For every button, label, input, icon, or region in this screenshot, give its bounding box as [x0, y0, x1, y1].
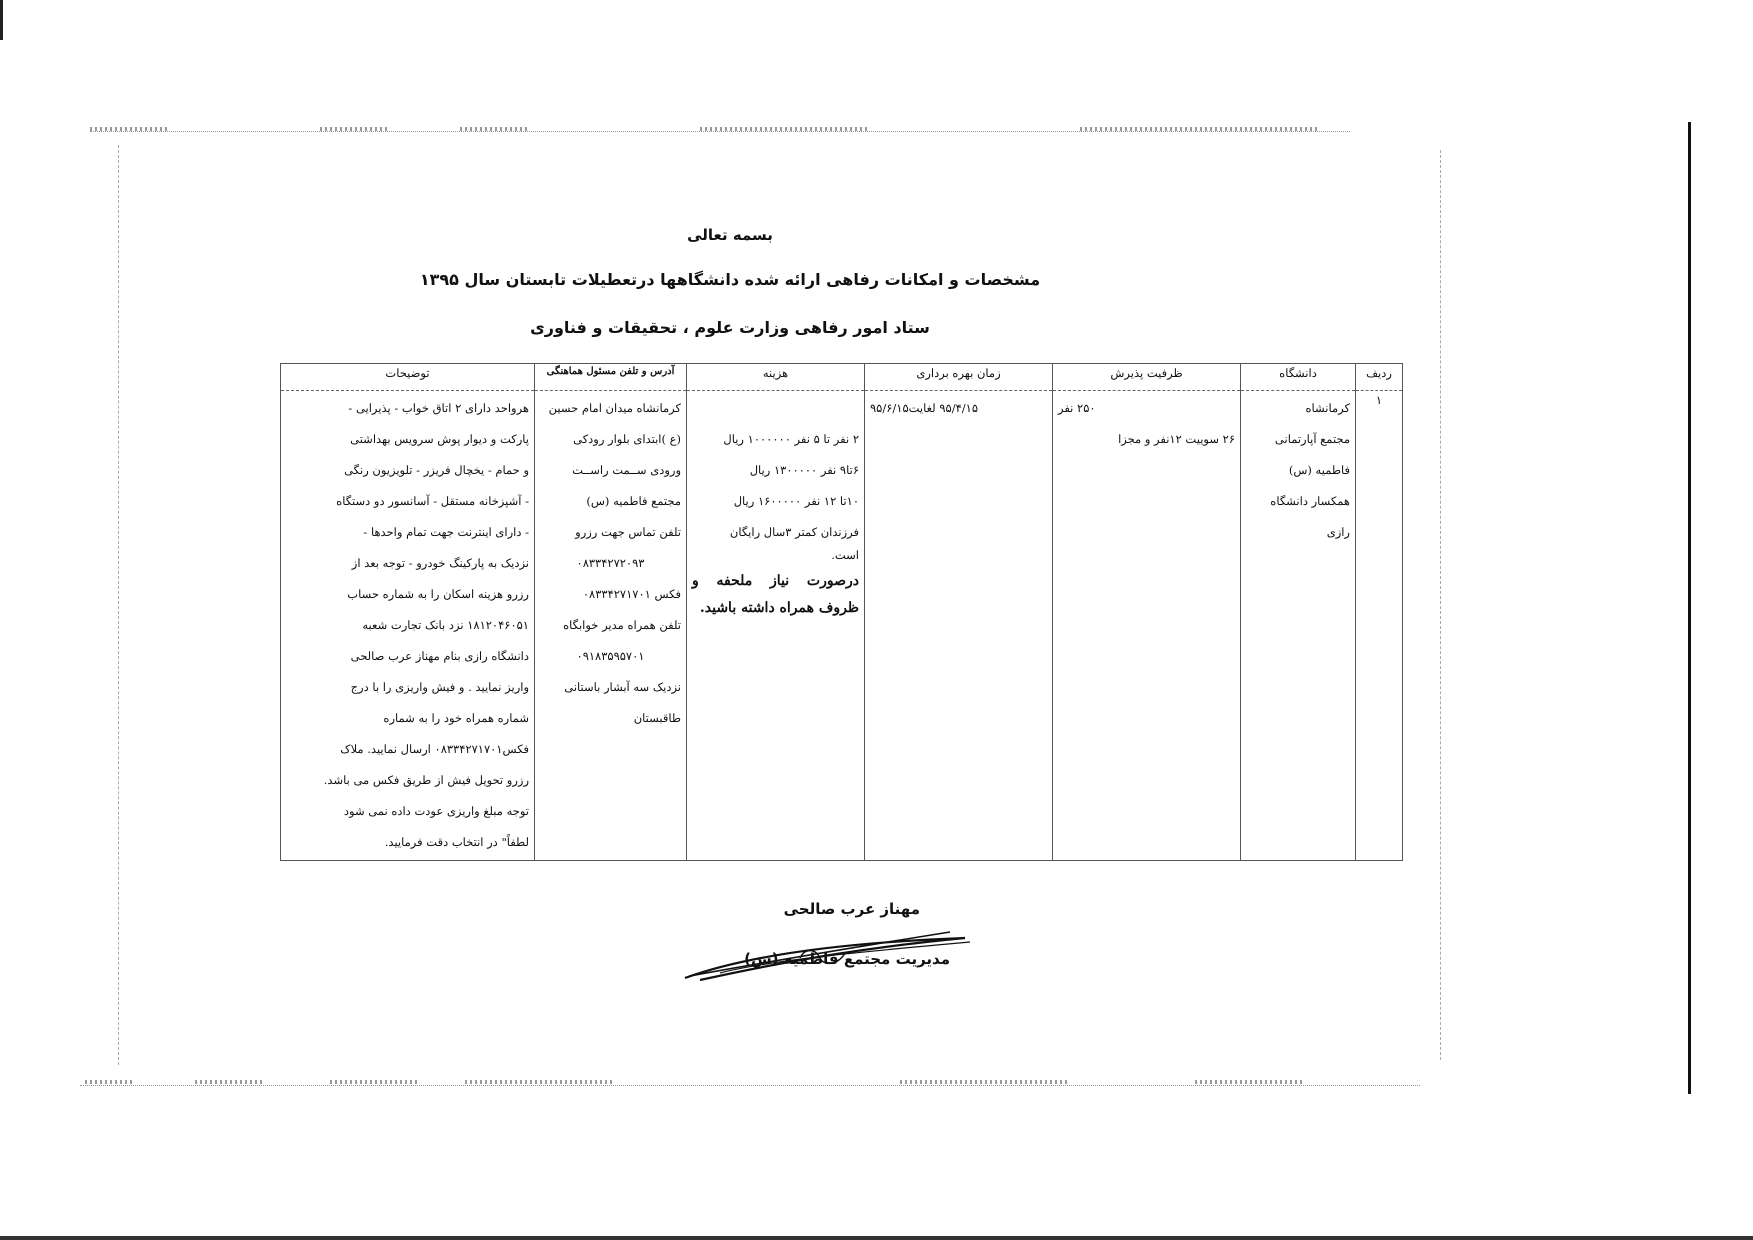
cost-line: فرزندان کمتر ۳سال رایگان — [729, 525, 859, 539]
address-line: ۰۹۱۸۳۵۹۵۷۰۱ — [576, 649, 645, 663]
scan-speck — [900, 1080, 1070, 1084]
header-university: دانشگاه — [1241, 364, 1356, 391]
header-notes: توضیحات — [281, 364, 535, 391]
scan-speck — [320, 127, 390, 131]
scan-dotted-bottom — [80, 1085, 1420, 1086]
header-period: زمان بهره برداری — [865, 364, 1053, 391]
table-header-row — [281, 364, 1403, 391]
address-line: تلفن همراه مدیر خوابگاه — [563, 618, 681, 632]
header-capacity: ظرفیت پذیرش — [1053, 364, 1241, 391]
document-title: مشخصات و امکانات رفاهی ارائه شده دانشگاهها درتعطیلات تابستان سال ۱۳۹۵ — [419, 270, 1041, 289]
scan-speck — [1080, 127, 1320, 131]
cost-note: درصورت نیاز ملحفه و ظروف همراه داشته باشید. — [692, 573, 859, 616]
notes-line: - دارای اینترنت جهت تمام واحدها - — [363, 525, 529, 539]
notes-line: رزرو هزینه اسکان را به شماره حساب — [347, 587, 529, 601]
scan-speck — [700, 127, 870, 131]
notes-line: نزدیک به پارکینگ خودرو - توجه بعد از — [351, 556, 529, 570]
notes-line: لطفاً" در انتخاب دقت فرمایید. — [384, 835, 529, 849]
cost-line: است. — [831, 548, 859, 562]
address-line: ۰۸۳۳۴۲۷۲۰۹۳ — [576, 556, 645, 570]
university-line: مجتمع آپارتمانی — [1274, 432, 1350, 446]
cell-address — [535, 391, 687, 861]
scan-speck — [1195, 1080, 1305, 1084]
cell-cost — [687, 391, 865, 861]
scan-edge-bottom — [0, 1236, 1753, 1240]
notes-line: واریز نمایید . و فیش واریزی را با درج — [350, 680, 529, 694]
scan-edge-left — [0, 0, 3, 40]
scan-speck — [330, 1080, 420, 1084]
notes-line: شماره همراه خود را به شماره — [383, 711, 529, 725]
scan-speck — [195, 1080, 265, 1084]
address-line: نزدیک سه آبشار باستانی — [564, 680, 681, 694]
signatory-name: مهناز عرب صالحی — [783, 900, 920, 918]
notes-line: توجه مبلغ واریزی عودت داده نمی شود — [343, 804, 529, 818]
cell-university — [1241, 391, 1356, 861]
cost-line: ۱۰تا ۱۲ نفر ۱۶۰۰۰۰۰ ریال — [733, 494, 859, 508]
notes-line: دانشگاه رازی بنام مهناز عرب صالحی — [350, 649, 529, 663]
cost-line: ۶تا۹ نفر ۱۳۰۰۰۰۰ ریال — [749, 463, 859, 477]
notes-line: هرواحد دارای ۲ اتاق خواب - پذیرایی - — [348, 401, 529, 415]
basmala-heading: بسمه تعالی — [687, 226, 773, 244]
scan-dashed-right — [1440, 150, 1441, 1060]
address-line: کرمانشاه میدان امام حسین — [548, 401, 681, 415]
cell-notes — [281, 391, 535, 861]
address-line: فکس ۰۸۳۳۴۲۷۱۷۰۱ — [582, 587, 681, 601]
address-line: مجتمع فاطمیه (س) — [586, 494, 681, 508]
notes-line: پارکت و دیوار پوش سرویس بهداشتی — [350, 432, 529, 446]
address-line: طاقبستان — [633, 711, 681, 725]
cost-line — [692, 393, 859, 424]
notes-line: و حمام - یخچال فریزر - تلویزیون رنگی — [344, 463, 529, 477]
university-line: همکسار دانشگاه — [1270, 494, 1350, 508]
cell-row-number: ۱ — [1356, 391, 1403, 861]
scan-speck — [85, 1080, 135, 1084]
address-line: ورودی ســمت راســت — [572, 463, 681, 477]
scan-dotted-top — [90, 131, 1350, 132]
table-row — [281, 391, 1403, 861]
address-line: تلفن تماس جهت رزرو — [575, 525, 681, 539]
notes-line: رزرو تحویل فیش از طریق فکس می باشد. — [323, 773, 529, 787]
scan-dashed-left — [118, 145, 119, 1065]
header-row-number: ردیف — [1356, 364, 1403, 391]
university-line: رازی — [1326, 525, 1350, 539]
scan-speck — [90, 127, 170, 131]
university-line: کرمانشاه — [1305, 401, 1350, 415]
notes-line: ۱۸۱۲۰۴۶۰۵۱ نزد بانک تجارت شعبه — [362, 618, 529, 632]
cell-period — [865, 391, 1053, 861]
address-line: (ع )ابتدای بلوار رودکی — [573, 432, 681, 446]
scan-speck — [460, 127, 530, 131]
university-line: فاطمیه (س) — [1288, 463, 1350, 477]
signatory-title: مدیریت مجتمع فاطمیه (س) — [744, 950, 950, 968]
facilities-table — [280, 363, 1403, 861]
scan-edge-right — [1688, 122, 1691, 1094]
signature-block — [680, 900, 950, 990]
cell-capacity — [1053, 391, 1241, 861]
header-cost: هزینه — [687, 364, 865, 391]
notes-line: فکس۰۸۳۳۴۲۷۱۷۰۱ ارسال نمایید. ملاک — [340, 742, 529, 756]
document-subtitle: ستاد امور رفاهی وزارت علوم ، تحقیقات و فناوری — [530, 318, 930, 337]
capacity-line: ۲۵۰ نفر — [1058, 401, 1096, 415]
scan-speck — [465, 1080, 615, 1084]
notes-line: - آشپزخانه مستقل - آسانسور دو دستگاه — [336, 494, 529, 508]
cost-line: ۲ نفر تا ۵ نفر ۱۰۰۰۰۰۰ ریال — [723, 432, 859, 446]
period-text: ۹۵/۴/۱۵ لغایت۹۵/۶/۱۵ — [870, 401, 978, 415]
capacity-line: ۲۶ سوییت ۱۲نفر و مجزا — [1118, 432, 1235, 446]
header-address: آدرس و تلفن مسئول هماهنگی — [535, 364, 687, 391]
